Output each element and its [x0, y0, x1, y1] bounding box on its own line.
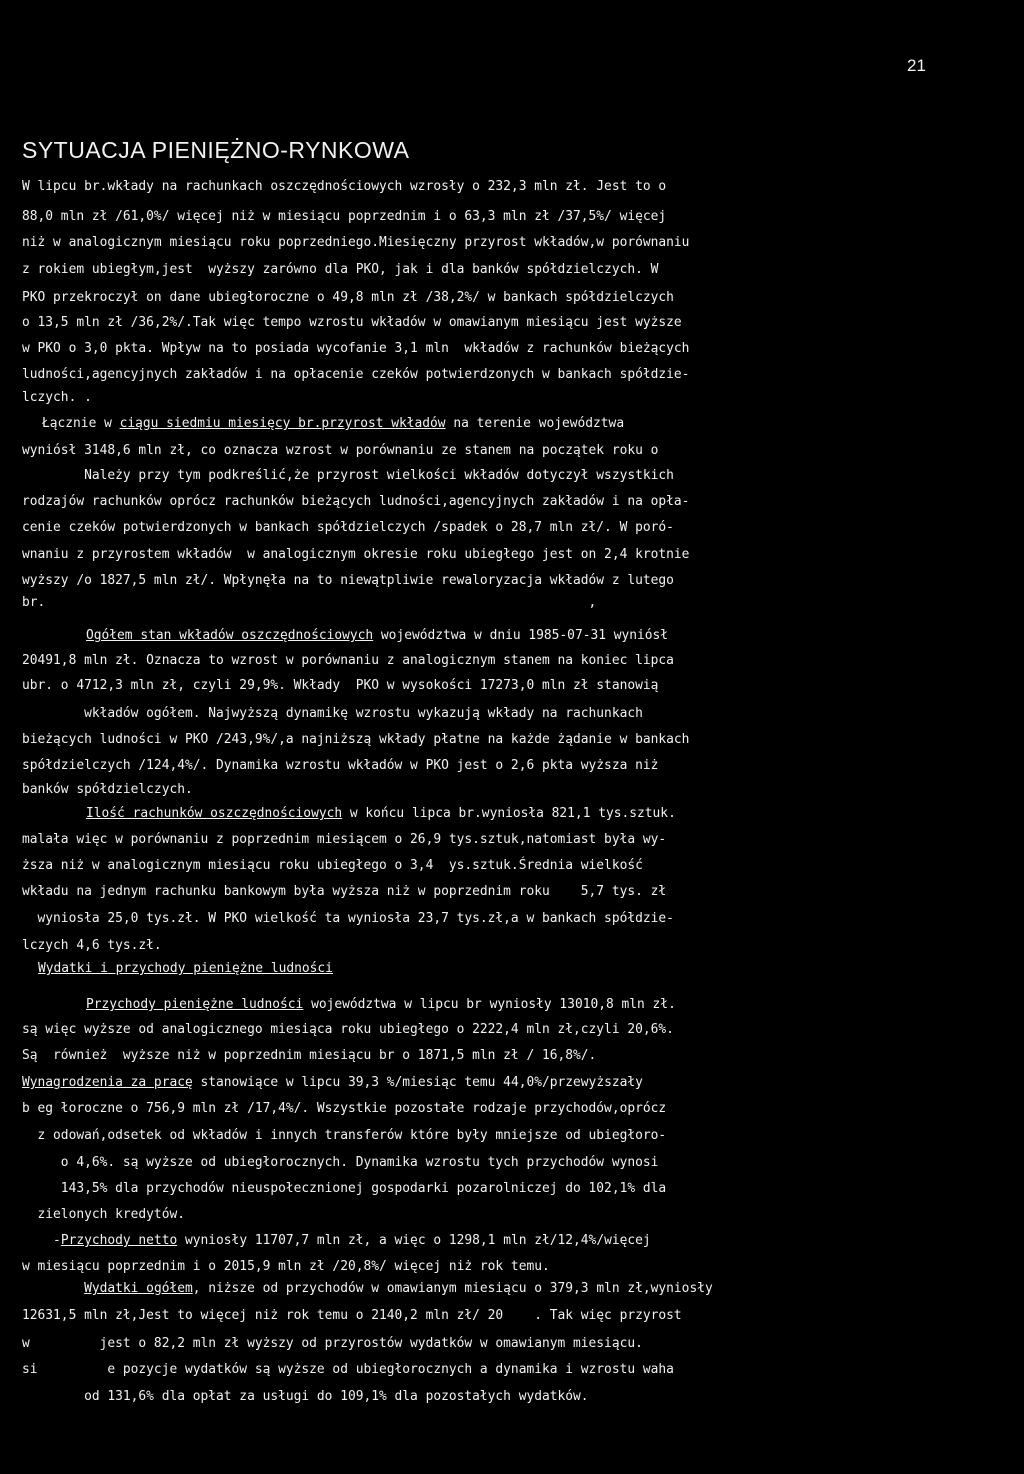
text-line: lczych 4,6 tys.zł.	[22, 938, 162, 953]
text-line: Należy przy tym podkreślić,że przyrost wielkości wkładów dotyczył wszystkich	[22, 468, 674, 483]
underlined-phrase: Ogółem stan wkładów oszczędnościowych	[86, 628, 374, 643]
text-line: od 131,6% dla opłat za usługi do 109,1% dla pozostałych wydatków.	[22, 1389, 589, 1404]
line-lead: -	[22, 1233, 61, 1248]
section-title: SYTUACJA PIENIĘŻNO-RYNKOWA	[22, 137, 410, 163]
text-line: spółdzielczych /124,4%/. Dynamika wzrostu wkładów w PKO jest o 2,6 pkta wyższa niż	[22, 758, 659, 773]
page-number: 21	[907, 56, 926, 75]
text-line: wyniosła 25,0 tys.zł. W PKO wielkość ta wyniosła 23,7 tys.zł,a w bankach spółdzie-	[22, 911, 674, 926]
text-line: cenie czeków potwierdzonych w bankach spółdzielczych /spadek o 28,7 mln zł/. W poró-	[22, 520, 674, 535]
text-line: wkładu na jednym rachunku bankowym była wyższa niż w poprzednim roku 5,7 tys. zł	[22, 884, 667, 899]
text-line	[22, 1077, 643, 1090]
text-line: b eg łoroczne o 756,9 mln zł /17,4%/. Wszystkie pozostałe rodzaje przychodów,oprócz	[22, 1101, 667, 1116]
text-line: w miesiącu poprzednim i o 2015,9 mln zł /20,8%/ więcej niż rok temu.	[22, 1259, 550, 1274]
text-line	[86, 999, 676, 1012]
text-line: ubr. o 4712,3 mln zł, czyli 29,9%. Wkłady PKO w wysokości 17273,0 mln zł stanowią	[22, 678, 659, 693]
text-line: z rokiem ubiegłym,jest wyższy zarówno dla PKO, jak i dla banków spółdzielczych. W	[22, 262, 659, 277]
text-line: si e pozycje wydatków są wyższe od ubiegłorocznych a dynamika i wzrostu waha	[22, 1362, 674, 1377]
text-line: lczych. .	[22, 390, 92, 405]
text-line: rodzajów rachunków oprócz rachunków bieżących ludności,agencyjnych zakładów i na opła-	[22, 494, 690, 509]
text-line: 88,0 mln zł /61,0%/ więcej niż w miesiącu poprzednim i o 63,3 mln zł /37,5%/ więcej	[22, 209, 667, 224]
underlined-phrase: Przychody netto	[60, 1233, 178, 1248]
text-line: PKO przekroczył on dane ubiegłoroczne o 49,8 mln zł /38,2%/ w bankach spółdzielczych	[22, 290, 674, 305]
line-tail: województwa w lipcu br wyniosły 13010,8 mln zł.	[303, 997, 676, 1012]
text-line: banków spółdzielczych.	[22, 782, 193, 797]
text-line: o 13,5 mln zł /36,2%/.Tak więc tempo wzrostu wkładów w omawianym miesiącu jest wyższe	[22, 315, 682, 330]
text-line: z odowań,odsetek od wkładów i innych transferów które były mniejsze od ubiegłoro-	[22, 1128, 667, 1143]
text-line: w jest o 82,2 mln zł wyższy od przyrostów wydatków w omawianym miesiącu.	[22, 1336, 643, 1351]
line-tail: województwa w dniu 1985-07-31 wyniósł	[373, 628, 669, 643]
line-lead	[22, 1281, 84, 1296]
text-line: 20491,8 mln zł. Oznacza to wzrost w porównaniu z analogicznym stanem na koniec lipca	[22, 653, 674, 668]
text-line	[86, 630, 668, 643]
line-tail: , niższe od przychodów w omawianym miesiącu o 379,3 mln zł,wyniosły	[192, 1281, 713, 1296]
text-line	[22, 1283, 713, 1296]
underlined-phrase: Przychody pieniężne ludności	[86, 997, 304, 1012]
text-line: ższa niż w analogicznym miesiącu roku ubiegłego o 3,4 ys.sztuk.Średnia wielkość	[22, 858, 643, 873]
line-tail: wyniosły 11707,7 mln zł, a więc o 1298,1 mln zł/12,4%/więcej	[177, 1233, 651, 1248]
text-line: malała więc w porównaniu z poprzednim miesiącem o 26,9 tys.sztuk,natomiast była wy-	[22, 832, 667, 847]
text-line	[42, 418, 624, 431]
underlined-phrase: ciągu siedmiu miesięcy br.przyrost wkładów	[119, 416, 446, 431]
text-line	[86, 808, 676, 821]
text-line: br. ,	[22, 595, 597, 610]
underlined-phrase: Wydatki ogółem	[84, 1281, 193, 1296]
underlined-phrase: Wynagrodzenia za pracę	[22, 1075, 193, 1090]
text-line: wnaniu z przyrostem wkładów w analogicznym okresie roku ubiegłego jest on 2,4 krotnie	[22, 547, 690, 562]
underlined-phrase: Ilość rachunków oszczędnościowych	[86, 806, 343, 821]
text-line: wyniósł 3148,6 mln zł, co oznacza wzrost w porównaniu ze stanem na początek roku o	[22, 443, 659, 458]
line-tail: w końcu lipca br.wyniosła 821,1 tys.sztuk.	[342, 806, 676, 821]
line-tail: stanowiące w lipcu 39,3 %/miesiąc temu 44,0%/przewyższały	[192, 1075, 643, 1090]
text-line: wkładów ogółem. Najwyższą dynamikę wzrostu wykazują wkłady na rachunkach	[22, 706, 643, 721]
text-line	[22, 1235, 651, 1248]
text-line: bieżących ludności w PKO /243,9%/,a najniższą wkłady płatne na każde żądanie w bankach	[22, 732, 690, 747]
line-lead: Łącznie w	[42, 416, 120, 431]
text-line: niż w analogicznym miesiącu roku poprzedniego.Miesięczny przyrost wkładów,w porównaniu	[22, 235, 690, 250]
text-line: 143,5% dla przychodów nieuspołecznionej gospodarki pozarolniczej do 102,1% dla	[22, 1181, 667, 1196]
text-line: w PKO o 3,0 pkta. Wpływ na to posiada wycofanie 3,1 mln wkładów z rachunków bieżących	[22, 341, 690, 356]
text-line: są więc wyższe od analogicznego miesiąca roku ubiegłego o 2222,4 mln zł,czyli 20,6%.	[22, 1022, 674, 1037]
text-line: 12631,5 mln zł,Jest to więcej niż rok temu o 2140,2 mln zł/ 20 . Tak więc przyrost	[22, 1308, 682, 1323]
text-line: ludności,agencyjnych zakładów i na opłacenie czeków potwierdzonych w bankach spółdzie-	[22, 367, 690, 382]
section-subheading: Wydatki i przychody pieniężne ludności	[38, 961, 333, 976]
text-line: W lipcu br.wkłady na rachunkach oszczędnościowych wzrosły o 232,3 mln zł. Jest to o	[22, 179, 667, 194]
text-line	[38, 963, 333, 976]
text-line: Są również wyższe niż w poprzednim miesiącu br o 1871,5 mln zł / 16,8%/.	[22, 1048, 597, 1063]
text-line: zielonych kredytów.	[22, 1207, 185, 1222]
text-line: o 4,6%. są wyższe od ubiegłorocznych. Dynamika wzrostu tych przychodów wynosi	[22, 1155, 659, 1170]
text-line: wyższy /o 1827,5 mln zł/. Wpłynęła na to niewątpliwie rewaloryzacja wkładów z lutego	[22, 573, 674, 588]
line-tail: na terenie województwa	[445, 416, 625, 431]
